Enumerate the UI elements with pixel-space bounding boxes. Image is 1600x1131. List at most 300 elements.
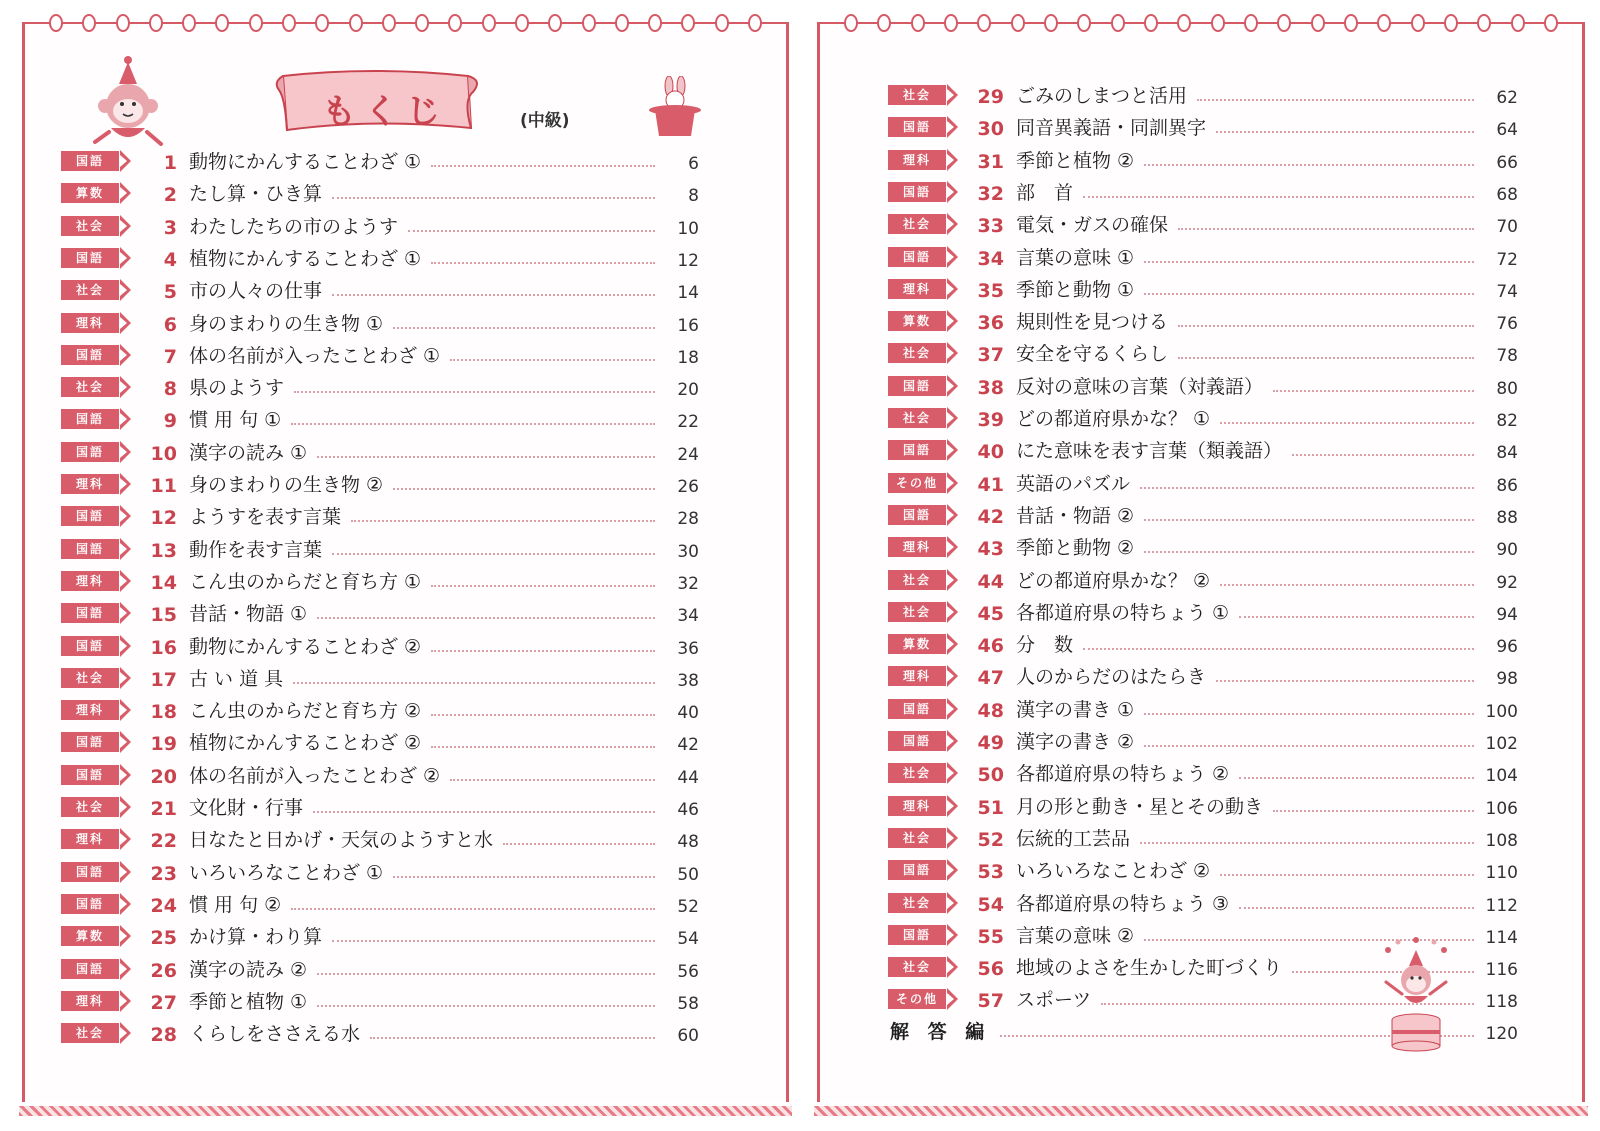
subject-tag bbox=[888, 828, 946, 848]
subject-tag-label: 国語 bbox=[902, 507, 931, 522]
subject-tag bbox=[61, 345, 119, 365]
tag-arrow-icon bbox=[947, 574, 954, 586]
tag-arrow-icon bbox=[120, 930, 127, 942]
tag-arrow-icon bbox=[120, 1027, 127, 1039]
leader-dots bbox=[503, 843, 655, 845]
toc-entry bbox=[888, 530, 1518, 560]
entry-number: 54 bbox=[977, 893, 1004, 916]
subject-tag-label: 理科 bbox=[902, 798, 931, 813]
entry-title: 植物にかんすることわざ ② bbox=[189, 732, 422, 755]
leader-dots bbox=[1273, 390, 1474, 392]
toc-entry bbox=[888, 401, 1518, 431]
answers-label: 解 答 編 bbox=[890, 1021, 991, 1043]
leader-dots bbox=[317, 456, 655, 458]
subject-tag-label: 国語 bbox=[902, 927, 931, 942]
entry-number: 6 bbox=[163, 313, 177, 336]
entry-title: 昔話・物語 ① bbox=[189, 603, 308, 626]
tag-arrow-icon bbox=[947, 767, 954, 779]
entry-number: 20 bbox=[150, 765, 177, 788]
entry-title: 慣 用 句 ② bbox=[189, 893, 282, 916]
entry-page: 38 bbox=[677, 670, 699, 691]
entry-number: 7 bbox=[163, 345, 177, 368]
toc-entry bbox=[61, 790, 699, 820]
toc-entry bbox=[61, 725, 699, 755]
subject-tag-label: 算数 bbox=[902, 314, 931, 329]
entry-number: 15 bbox=[150, 604, 177, 627]
toc-entry bbox=[61, 693, 699, 723]
toc-entry bbox=[61, 435, 699, 465]
subject-tag bbox=[888, 214, 946, 234]
entry-number: 50 bbox=[977, 764, 1004, 787]
tag-arrow-icon bbox=[120, 769, 127, 781]
tag-arrow-icon bbox=[120, 446, 127, 458]
tag-arrow-icon bbox=[947, 186, 954, 198]
subject-tag bbox=[61, 603, 119, 623]
toc-entry bbox=[888, 821, 1518, 851]
subject-tag bbox=[888, 570, 946, 590]
subject-tag bbox=[61, 571, 119, 591]
leader-dots bbox=[1140, 487, 1474, 489]
leader-dots bbox=[294, 391, 655, 393]
leader-dots bbox=[1220, 422, 1474, 424]
tag-arrow-icon bbox=[120, 510, 127, 522]
subject-tag-label: 国語 bbox=[902, 378, 931, 393]
subject-tag-label: 国語 bbox=[902, 184, 931, 199]
subject-tag bbox=[61, 991, 119, 1011]
tag-arrow-icon bbox=[947, 283, 954, 295]
subject-tag-label: 社会 bbox=[75, 800, 104, 814]
entry-page: 40 bbox=[677, 703, 699, 724]
subject-tag-label: 理科 bbox=[75, 993, 104, 1008]
subject-tag bbox=[888, 989, 946, 1009]
toc-entry bbox=[61, 532, 699, 562]
toc-entry bbox=[61, 952, 699, 982]
entry-page: 24 bbox=[677, 444, 699, 465]
entry-number: 19 bbox=[150, 733, 177, 756]
entry-page: 6 bbox=[688, 154, 699, 174]
tag-arrow-icon bbox=[120, 220, 127, 232]
leader-dots bbox=[431, 650, 655, 652]
entry-title: どの都道府県かな？ ① bbox=[1016, 408, 1211, 430]
leader-dots bbox=[1083, 648, 1474, 650]
subject-tag bbox=[888, 473, 946, 493]
entry-number: 51 bbox=[977, 796, 1004, 819]
tag-arrow-icon bbox=[947, 832, 954, 844]
tag-arrow-icon bbox=[120, 381, 127, 393]
entry-page: 88 bbox=[1496, 507, 1518, 528]
entry-title: くらしをささえる水 bbox=[189, 1023, 361, 1046]
toc-entry bbox=[888, 853, 1518, 883]
leader-dots bbox=[431, 746, 655, 748]
toc-entry bbox=[888, 627, 1518, 657]
subject-tag-label: 算数 bbox=[75, 929, 104, 944]
subject-tag-label: 国語 bbox=[75, 961, 104, 976]
entry-number: 22 bbox=[150, 830, 177, 853]
subject-tag-label: 国語 bbox=[75, 347, 104, 362]
subject-tag bbox=[888, 505, 946, 525]
entry-page: 92 bbox=[1496, 572, 1518, 593]
entry-number: 55 bbox=[977, 925, 1004, 948]
entry-page: 36 bbox=[677, 638, 699, 659]
subject-tag-label: その他 bbox=[895, 992, 938, 1007]
tag-arrow-icon bbox=[120, 736, 127, 748]
subject-tag bbox=[888, 117, 946, 137]
toc-entry bbox=[888, 595, 1518, 625]
subject-tag bbox=[888, 602, 946, 622]
subject-tag-label: 理科 bbox=[75, 573, 104, 588]
tag-arrow-icon bbox=[947, 606, 954, 618]
leader-dots bbox=[313, 811, 655, 813]
toc-entry bbox=[61, 306, 699, 336]
entry-page: 64 bbox=[1496, 120, 1518, 141]
subject-tag-label: 社会 bbox=[902, 88, 931, 102]
entry-title: こん虫のからだと育ち方 ① bbox=[189, 570, 422, 593]
tag-arrow-icon bbox=[120, 187, 127, 199]
entry-title: ごみのしまつと活用 bbox=[1016, 85, 1188, 107]
entry-number: 52 bbox=[977, 828, 1004, 851]
entry-number: 40 bbox=[977, 441, 1004, 464]
entry-page: 98 bbox=[1496, 669, 1518, 690]
subject-tag bbox=[888, 311, 946, 331]
subject-tag bbox=[61, 216, 119, 236]
tag-arrow-icon bbox=[120, 898, 127, 910]
entry-page: 70 bbox=[1496, 217, 1518, 238]
entry-number: 31 bbox=[977, 150, 1004, 173]
entry-title: スポーツ bbox=[1016, 989, 1092, 1012]
entry-number: 2 bbox=[163, 184, 177, 207]
entry-number: 48 bbox=[977, 699, 1004, 722]
toc-entry bbox=[61, 984, 699, 1014]
entry-page: 78 bbox=[1496, 346, 1518, 367]
subject-tag bbox=[888, 182, 946, 202]
subject-tag-label: 社会 bbox=[75, 380, 104, 395]
entry-page: 18 bbox=[677, 347, 699, 368]
entry-number: 36 bbox=[977, 312, 1004, 335]
entry-page: 22 bbox=[677, 412, 699, 433]
entry-title: 県のようす bbox=[189, 377, 285, 400]
tag-arrow-icon bbox=[120, 284, 127, 296]
entry-title: 体の名前が入ったことわざ ① bbox=[189, 344, 441, 367]
entry-title: 月の形と動き・星とその動き bbox=[1016, 795, 1264, 818]
subject-tag bbox=[61, 636, 119, 656]
subject-tag bbox=[888, 957, 946, 977]
entry-number: 57 bbox=[977, 990, 1004, 1013]
leader-dots bbox=[408, 230, 655, 232]
tag-arrow-icon bbox=[947, 154, 954, 166]
entry-title: 反対の意味の言葉（対義語） bbox=[1016, 375, 1264, 398]
leader-dots bbox=[450, 359, 655, 361]
subject-tag-label: 国語 bbox=[75, 767, 104, 782]
tag-arrow-icon bbox=[947, 444, 954, 456]
subject-tag bbox=[888, 634, 946, 654]
entry-title: わたしたちの市のようす bbox=[189, 215, 399, 238]
entry-number: 44 bbox=[977, 570, 1004, 593]
entry-number: 33 bbox=[977, 215, 1004, 238]
subject-tag-label: 理科 bbox=[75, 315, 104, 330]
entry-title: ようすを表す言葉 bbox=[189, 506, 342, 529]
subject-tag bbox=[888, 925, 946, 945]
toc-entry bbox=[888, 433, 1518, 463]
entry-number: 30 bbox=[977, 118, 1004, 141]
toc-entry bbox=[888, 886, 1518, 916]
tag-arrow-icon bbox=[120, 252, 127, 264]
subject-tag bbox=[61, 1023, 119, 1043]
subject-tag-label: 国語 bbox=[75, 735, 104, 750]
entry-number: 56 bbox=[977, 958, 1004, 981]
entry-title: 各都道府県の特ちょう ① bbox=[1016, 601, 1230, 624]
tag-arrow-icon bbox=[947, 993, 954, 1005]
entry-title: たし算・ひき算 bbox=[189, 183, 323, 206]
tag-arrow-icon bbox=[947, 638, 954, 650]
tag-arrow-icon bbox=[120, 963, 127, 975]
subject-tag-label: 国語 bbox=[75, 896, 104, 911]
tag-arrow-icon bbox=[120, 801, 127, 813]
subject-tag-label: 国語 bbox=[75, 606, 104, 621]
entry-title: どの都道府県かな？ ② bbox=[1016, 569, 1211, 592]
subject-tag-label: 理科 bbox=[902, 669, 931, 684]
entry-number: 8 bbox=[163, 378, 177, 401]
tag-arrow-icon bbox=[947, 541, 954, 553]
entry-title: 動作を表す言葉 bbox=[189, 538, 323, 561]
entry-title: 季節と動物 ① bbox=[1016, 278, 1135, 301]
entry-title: いろいろなことわざ ② bbox=[1016, 860, 1211, 883]
leader-dots bbox=[1197, 99, 1474, 101]
leader-dots bbox=[431, 165, 655, 167]
entry-title: 身のまわりの生き物 ② bbox=[189, 474, 384, 496]
entry-page: 90 bbox=[1496, 540, 1518, 561]
toc-entry bbox=[61, 629, 699, 659]
subject-tag-label: 国語 bbox=[902, 863, 931, 878]
entry-title: 動物にかんすることわざ ② bbox=[189, 635, 422, 658]
subject-tag bbox=[888, 247, 946, 267]
subject-tag-label: 社会 bbox=[902, 830, 931, 845]
subject-tag-label: その他 bbox=[895, 475, 938, 490]
entry-number: 49 bbox=[977, 732, 1004, 754]
entry-number: 45 bbox=[977, 602, 1004, 625]
entry-title: 漢字の書き ② bbox=[1016, 731, 1135, 753]
entry-number: 25 bbox=[150, 927, 177, 950]
leader-dots bbox=[317, 1005, 655, 1007]
entry-page: 116 bbox=[1485, 960, 1518, 981]
toc-entry bbox=[61, 887, 699, 917]
entry-number: 9 bbox=[163, 410, 177, 433]
tag-arrow-icon bbox=[120, 317, 127, 329]
spiral-rings-left bbox=[49, 14, 762, 44]
subject-tag-label: 理科 bbox=[902, 152, 931, 167]
entry-title: 言葉の意味 ② bbox=[1016, 924, 1135, 947]
tag-arrow-icon bbox=[120, 866, 127, 878]
subject-tag bbox=[61, 765, 119, 785]
toc-entry bbox=[61, 467, 699, 497]
entry-number: 24 bbox=[150, 894, 177, 917]
subject-tag-label: 国語 bbox=[75, 154, 104, 168]
entry-page: 86 bbox=[1496, 475, 1518, 496]
leader-dots bbox=[1144, 519, 1474, 521]
entry-title: 市の人々の仕事 bbox=[189, 280, 323, 303]
toc-entry bbox=[888, 369, 1518, 399]
entry-number: 38 bbox=[977, 376, 1004, 399]
subject-tag bbox=[888, 893, 946, 913]
tag-arrow-icon bbox=[947, 509, 954, 521]
tag-arrow-icon bbox=[120, 995, 127, 1007]
tag-arrow-icon bbox=[947, 251, 954, 263]
leader-dots bbox=[1239, 616, 1474, 618]
entry-title: 各都道府県の特ちょう ② bbox=[1016, 763, 1230, 786]
toc-entry bbox=[61, 1016, 699, 1046]
subject-tag bbox=[61, 959, 119, 979]
subject-tag bbox=[61, 797, 119, 817]
toc-entry bbox=[61, 661, 699, 691]
leader-dots bbox=[1239, 777, 1474, 779]
entry-page: 110 bbox=[1485, 863, 1518, 884]
entry-page: 68 bbox=[1496, 184, 1518, 205]
toc-entry bbox=[888, 175, 1518, 205]
leader-dots bbox=[1144, 745, 1474, 747]
entry-page: 26 bbox=[677, 477, 699, 497]
leader-dots bbox=[431, 714, 655, 716]
leader-dots bbox=[1144, 551, 1474, 553]
entry-title: 漢字の読み ① bbox=[189, 441, 308, 464]
entry-number: 16 bbox=[150, 636, 177, 659]
subject-tag-label: 理科 bbox=[75, 832, 104, 847]
leader-dots bbox=[450, 779, 655, 781]
subject-tag bbox=[61, 700, 119, 720]
subject-tag-label: 理科 bbox=[75, 477, 104, 491]
entry-title: にた意味を表す言葉（類義語） bbox=[1016, 440, 1283, 463]
entry-page: 118 bbox=[1485, 992, 1518, 1013]
toc-entry bbox=[61, 822, 699, 852]
subject-tag bbox=[61, 829, 119, 849]
level-label: (中級) bbox=[520, 111, 570, 131]
entry-title: 漢字の書き ① bbox=[1016, 698, 1135, 721]
entry-page: 58 bbox=[677, 993, 699, 1014]
entry-page: 50 bbox=[677, 864, 699, 885]
entry-title: かけ算・わり算 bbox=[189, 926, 323, 949]
entry-title: 昔話・物語 ② bbox=[1016, 504, 1135, 527]
subject-tag bbox=[61, 474, 119, 494]
entry-page: 76 bbox=[1496, 314, 1518, 335]
entry-title: 季節と植物 ① bbox=[189, 990, 308, 1013]
entry-title: いろいろなことわざ ① bbox=[189, 861, 384, 884]
tag-arrow-icon bbox=[947, 897, 954, 909]
leader-dots bbox=[293, 682, 655, 684]
subject-tag-label: 社会 bbox=[75, 218, 104, 233]
tag-arrow-icon bbox=[947, 864, 954, 876]
toc-entry bbox=[61, 144, 699, 174]
entry-number: 43 bbox=[977, 538, 1004, 561]
entry-number: 4 bbox=[163, 248, 177, 271]
subject-tag-label: 国語 bbox=[75, 444, 104, 459]
entry-number: 3 bbox=[163, 216, 177, 239]
entry-page: 42 bbox=[677, 735, 699, 756]
entry-page: 46 bbox=[677, 800, 699, 820]
toc-entry bbox=[888, 789, 1518, 819]
entry-title: 動物にかんすることわざ ① bbox=[189, 151, 422, 173]
subject-tag-label: 国語 bbox=[902, 120, 931, 135]
subject-tag bbox=[61, 442, 119, 462]
subject-tag bbox=[888, 343, 946, 363]
subject-tag-label: 国語 bbox=[902, 249, 931, 264]
tag-arrow-icon bbox=[947, 121, 954, 133]
subject-tag-label: 理科 bbox=[75, 703, 104, 718]
subject-tag-label: 国語 bbox=[75, 412, 104, 427]
entry-title: 部 首 bbox=[1016, 181, 1074, 204]
left-page bbox=[22, 22, 789, 1102]
entry-number: 35 bbox=[977, 279, 1004, 302]
leader-dots bbox=[1273, 810, 1474, 812]
toc-entry bbox=[888, 272, 1518, 302]
leader-dots bbox=[1220, 584, 1474, 586]
subject-tag-label: 国語 bbox=[75, 541, 104, 556]
subject-tag bbox=[888, 85, 946, 105]
toc-entry bbox=[61, 919, 699, 949]
leader-dots bbox=[1178, 228, 1474, 230]
entry-page: 52 bbox=[677, 896, 699, 917]
subject-tag bbox=[888, 408, 946, 428]
subject-tag-label: 社会 bbox=[75, 1026, 104, 1041]
subject-tag bbox=[61, 732, 119, 752]
entry-title: 体の名前が入ったことわざ ② bbox=[189, 764, 441, 787]
answers-page: 120 bbox=[1485, 1024, 1518, 1044]
entry-page: 84 bbox=[1496, 443, 1518, 464]
entry-title: こん虫のからだと育ち方 ② bbox=[189, 700, 422, 723]
tag-arrow-icon bbox=[947, 670, 954, 682]
leader-dots bbox=[1292, 454, 1474, 456]
entry-number: 14 bbox=[150, 571, 177, 594]
subject-tag bbox=[61, 506, 119, 526]
toc-entry bbox=[888, 207, 1518, 237]
entry-page: 10 bbox=[677, 218, 699, 239]
entry-title: 文化財・行事 bbox=[189, 797, 304, 819]
subject-tag-label: 国語 bbox=[902, 734, 931, 748]
entry-number: 42 bbox=[977, 505, 1004, 528]
leader-dots bbox=[431, 585, 655, 587]
leader-dots bbox=[291, 908, 655, 910]
subject-tag-label: 社会 bbox=[902, 411, 931, 425]
subject-tag bbox=[888, 699, 946, 719]
entry-title: 同音異義語・同訓異字 bbox=[1016, 117, 1207, 140]
tag-arrow-icon bbox=[120, 575, 127, 587]
page-title: もくじ bbox=[322, 92, 448, 132]
tag-arrow-icon bbox=[947, 380, 954, 392]
subject-tag-label: 社会 bbox=[902, 895, 931, 910]
entry-number: 41 bbox=[977, 473, 1004, 496]
entry-page: 114 bbox=[1485, 927, 1518, 948]
leader-dots bbox=[291, 423, 655, 425]
entry-number: 18 bbox=[150, 701, 177, 724]
entry-page: 12 bbox=[677, 250, 699, 271]
right-page bbox=[817, 22, 1585, 1102]
entry-number: 23 bbox=[150, 862, 177, 885]
entry-number: 28 bbox=[150, 1024, 177, 1047]
toc-entry bbox=[61, 176, 699, 206]
entry-title: 植物にかんすることわざ ① bbox=[189, 247, 422, 270]
toc-entry bbox=[61, 499, 699, 529]
tag-arrow-icon bbox=[120, 155, 127, 167]
entry-page: 80 bbox=[1496, 378, 1518, 399]
subject-tag bbox=[61, 248, 119, 268]
entry-page: 16 bbox=[677, 315, 699, 336]
tag-arrow-icon bbox=[120, 478, 127, 490]
tag-arrow-icon bbox=[947, 412, 954, 424]
entry-page: 66 bbox=[1496, 152, 1518, 173]
entry-number: 21 bbox=[150, 798, 177, 820]
tag-arrow-icon bbox=[120, 704, 127, 716]
leader-dots bbox=[1144, 293, 1474, 295]
entry-title: 英語のパズル bbox=[1016, 472, 1131, 495]
toc-entry bbox=[61, 758, 699, 788]
tag-arrow-icon bbox=[120, 607, 127, 619]
